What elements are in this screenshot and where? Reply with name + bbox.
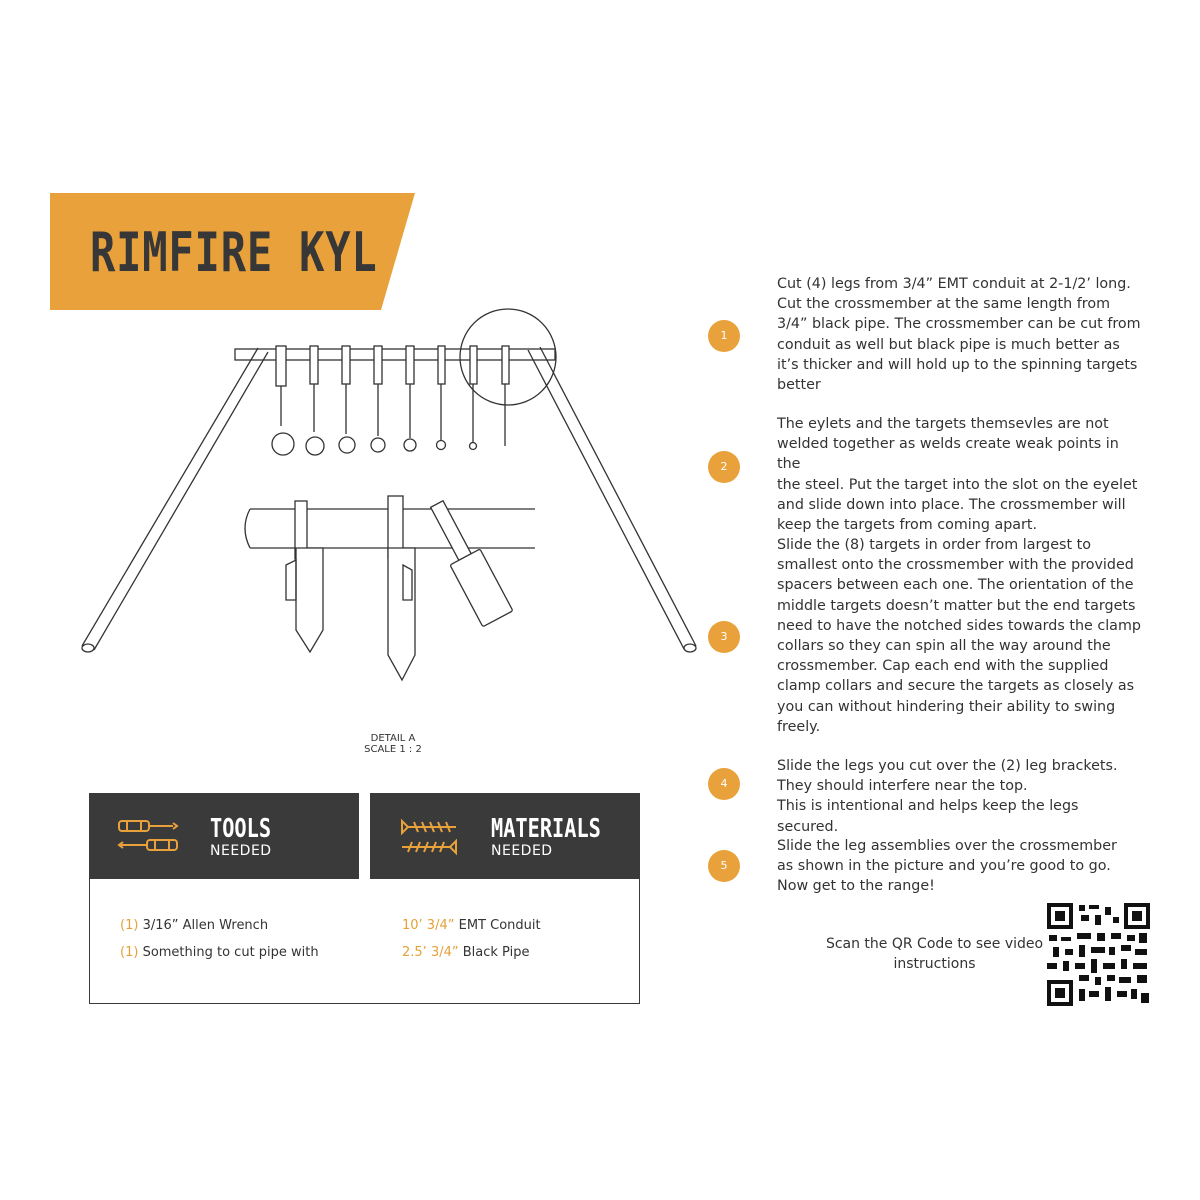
assembly-drawing [70, 300, 720, 700]
step-text: Slide the leg assemblies over the crossmember as shown in the picture and you’re good to go. Now get to the range! [777, 838, 1117, 895]
material-item: 10’ 3/4” EMT Conduit [402, 918, 541, 933]
left-leg [82, 348, 268, 652]
step-text: The eylets and the targets themsevles are not welded together as welds create weak points in the the steel. Put the target into the slot on the eyelet and slide down into place. The crossmember will keep the targets from coming apart. [777, 416, 1138, 534]
material-item: 2.5’ 3/4” Black Pipe [402, 945, 530, 960]
right-leg [528, 347, 696, 652]
screws-icon [398, 817, 460, 857]
step-text: Slide the legs you cut over the (2) leg brackets. They should interfere near the top. This is intentional and helps keep the legs secured. [777, 758, 1118, 835]
tool-item: (1) Something to cut pipe with [120, 945, 319, 960]
materials-panel [370, 793, 640, 879]
tool-item: (1) 3/16” Allen Wrench [120, 918, 269, 933]
detail-scale: SCALE 1 : 2 [364, 744, 422, 755]
materials-subtitle: NEEDED [491, 843, 553, 859]
step-number: 4 [708, 768, 740, 800]
detail-caption [333, 733, 453, 755]
tools-title: TOOLS [210, 814, 272, 844]
detail-a-view [245, 496, 535, 680]
requirements-box [89, 879, 640, 1004]
step-number: 2 [708, 451, 740, 483]
step-number: 3 [708, 621, 740, 653]
materials-title: MATERIALS [491, 814, 601, 844]
screwdrivers-icon [117, 817, 179, 857]
qr-code-icon[interactable] [1047, 903, 1150, 1006]
targets [272, 346, 509, 455]
step-number: 1 [708, 320, 740, 352]
tools-subtitle: NEEDED [210, 843, 272, 859]
step-text: Slide the (8) targets in order from largest to smallest onto the crossmember with the provided spacers between each one. The orientation of the middle targets doesn’t matter but the end targets need to have the notched sides towards the clamp collars so they can spin all the way around the crossmember. Cap each end with the supplied clamp collars and secure the targets as closely as you can without hindering their ability to swing freely. [777, 537, 1141, 735]
step-text: Cut (4) legs from 3/4” EMT conduit at 2-1/2’ long. Cut the crossmember at the same length from 3/4” black pipe. The crossmember can be cut from conduit as well but black pipe is much better as it’s thicker and will hold up to the spinning targets better [777, 276, 1141, 394]
qr-caption: Scan the QR Code to see video instructions [825, 936, 1044, 972]
title-banner [50, 193, 415, 310]
step-number: 5 [708, 850, 740, 882]
detail-label: DETAIL A [370, 733, 416, 744]
page-title: RIMFIRE KYL [90, 221, 378, 284]
tools-panel [89, 793, 359, 879]
